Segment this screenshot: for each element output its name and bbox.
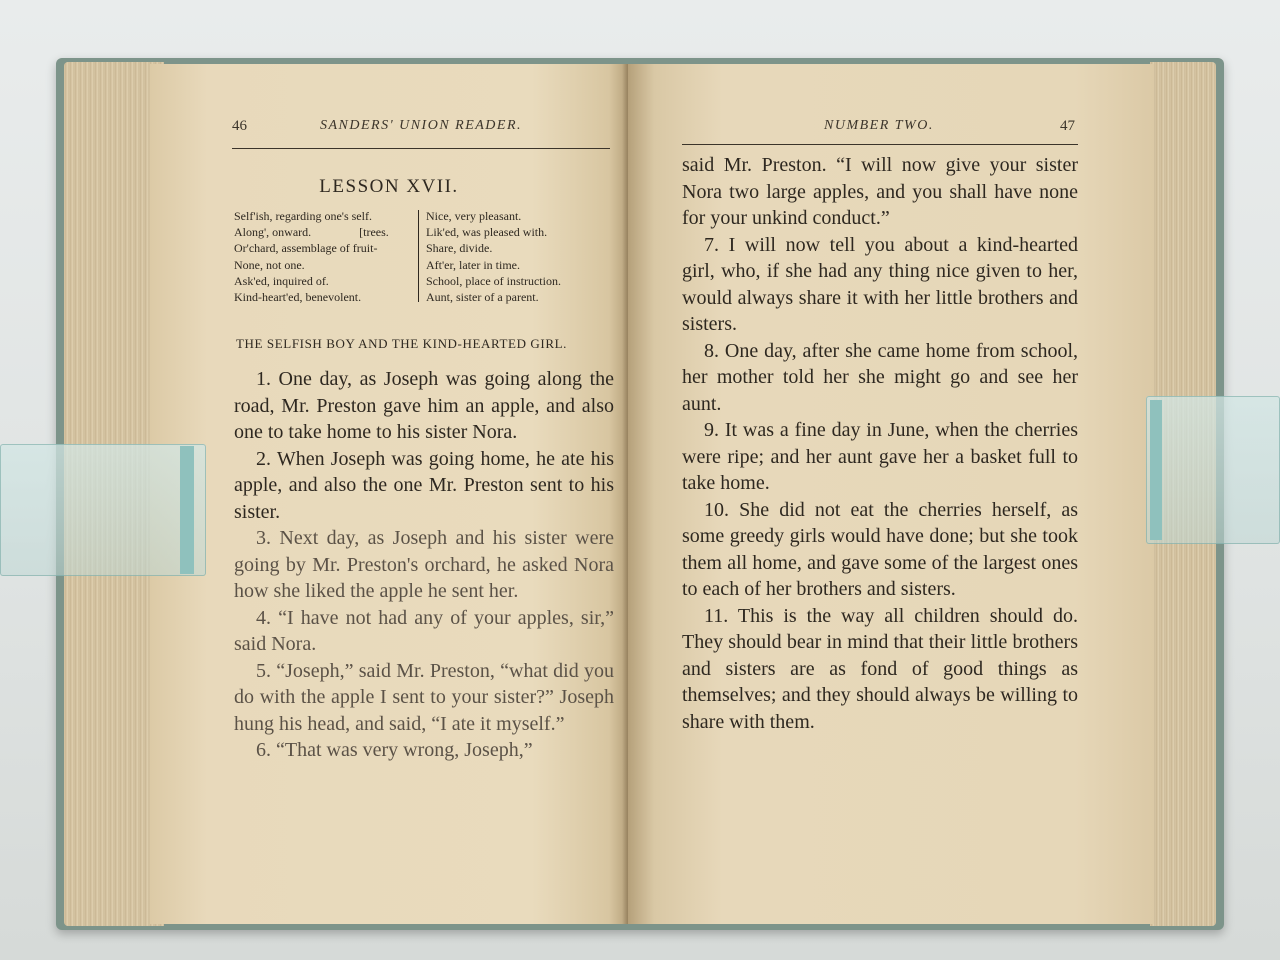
- paragraph: 11. This is the way all children should do. They should bear in mind that their little brothers and sisters are as fond of good things as themselves; and they should always be willing to share with them.: [682, 604, 1078, 733]
- header-rule-right: [682, 144, 1078, 145]
- running-head-right: NUMBER TWO.: [824, 118, 934, 133]
- left-page: [150, 64, 628, 924]
- vocab-entry: Along', onward. [trees.: [234, 225, 389, 240]
- lesson-title: LESSON XVII.: [319, 176, 459, 197]
- header-rule-left: [232, 148, 610, 149]
- page-number-left: 46: [232, 118, 247, 134]
- paragraph: 4. “I have not had any of your apples, sir,” said Nora.: [234, 606, 614, 655]
- vocab-entry: Kind-heart'ed, benevolent.: [234, 290, 362, 305]
- glass-weight-left[interactable]: [0, 444, 206, 576]
- vocab-entry: None, not one.: [234, 257, 305, 272]
- vocab-entry: School, place of instruction.: [426, 273, 561, 288]
- paragraph: 3. Next day, as Joseph and his sister were going by Mr. Preston's orchard, he asked Nora how she liked the apple he sent her.: [234, 527, 614, 602]
- paragraph: 10. She did not eat the cherries herself, as some greedy girls would have done; but she took them all home, and gave some of the largest ones to each of her brothers and sisters.: [682, 498, 1078, 600]
- right-body-text: [682, 152, 1078, 735]
- glass-weight-right[interactable]: [1146, 396, 1280, 544]
- page-number-right: 47: [1060, 118, 1075, 134]
- vocabulary-list-left: [234, 208, 389, 305]
- glass-weight-right-edge: [1150, 400, 1162, 540]
- vocab-entry: Share, divide.: [426, 241, 493, 256]
- paragraph: 7. I will now tell you about a kind-hearted girl, who, if she had any thing nice given to her, would always share it with her little brothers and sisters.: [682, 233, 1078, 335]
- right-page: [628, 64, 1154, 924]
- running-head-left: SANDERS' UNION READER.: [320, 118, 523, 133]
- paragraph: 8. One day, after she came home from school, her mother told her she might go and see her aunt.: [682, 339, 1078, 415]
- vocab-entry: Aft'er, later in time.: [426, 257, 520, 272]
- vocab-entry: Self'ish, regarding one's self.: [234, 209, 372, 223]
- paragraph: 6. “That was very wrong, Joseph,”: [256, 739, 533, 761]
- glass-weight-left-edge: [180, 446, 194, 574]
- story-title: THE SELFISH BOY AND THE KIND-HEARTED GIRL.: [236, 336, 567, 351]
- paragraph: 1. One day, as Joseph was going along the road, Mr. Preston gave him an apple, and also one to take home to his sister Nora.: [234, 368, 614, 443]
- vocab-entry: Or'chard, assemblage of fruit-: [234, 241, 378, 256]
- vocabulary-list-right: [426, 208, 561, 305]
- vocab-entry: Nice, very pleasant.: [426, 209, 522, 223]
- paragraph: 9. It was a fine day in June, when the cherries were ripe; and her aunt gave her a basket full to take home.: [682, 419, 1078, 494]
- paragraph: 2. When Joseph was going home, he ate his apple, and also the one Mr. Preston sent to his sister.: [234, 447, 614, 523]
- paragraph: said Mr. Preston. “I will now give your sister Nora two large apples, and you shall have none for your unkind conduct.”: [682, 154, 1078, 229]
- left-body-text: [234, 366, 614, 764]
- vocab-entry: Lik'ed, was pleased with.: [426, 225, 548, 240]
- vocab-entry: Ask'ed, inquired of.: [234, 273, 329, 288]
- paragraph: 5. “Joseph,” said Mr. Preston, “what did you do with the apple I sent to your sister?” Joseph hung his head, and said, “I ate it myself.”: [234, 659, 614, 735]
- vocab-entry: Aunt, sister of a parent.: [426, 290, 539, 305]
- vocab-divider: [418, 210, 419, 302]
